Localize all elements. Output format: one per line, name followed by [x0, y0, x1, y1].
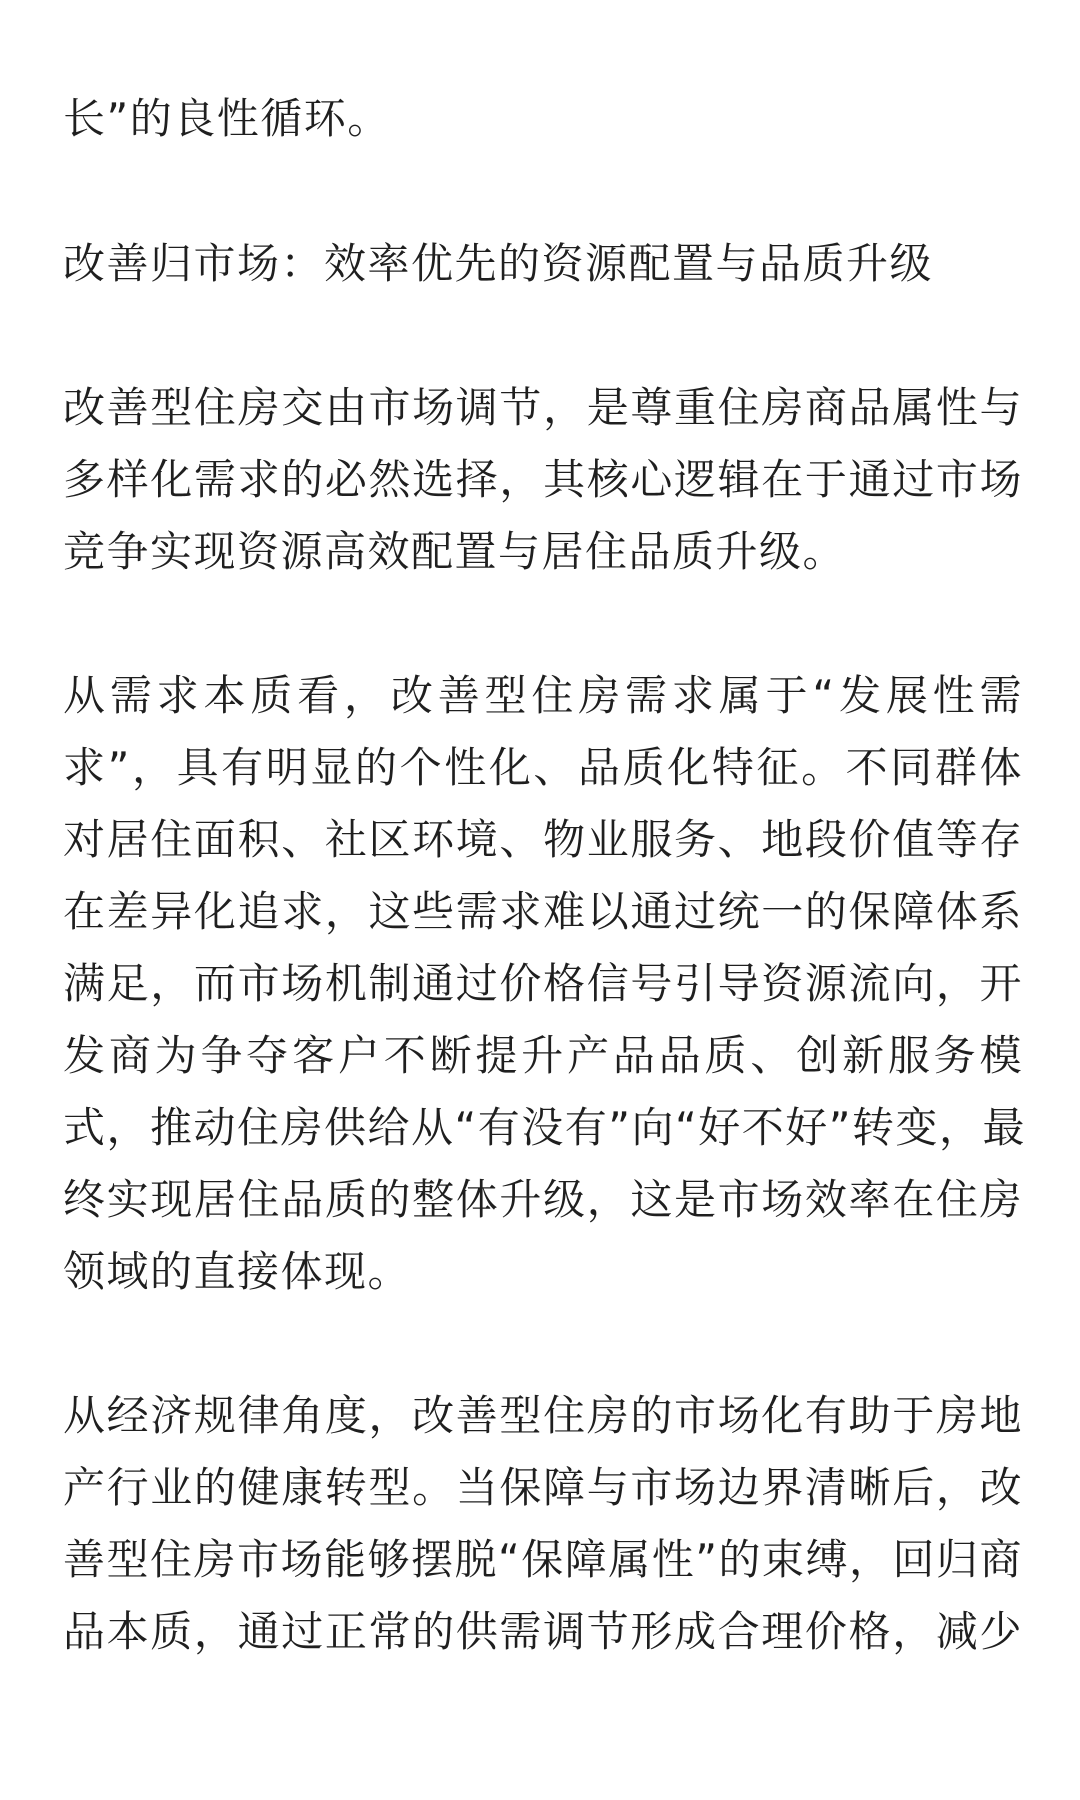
paragraph-line: 领域的直接体现。 [63, 1247, 412, 1296]
paragraph-line: 多样化需求的必然选择，其核心逻辑在于通过市场 [63, 455, 1023, 504]
paragraph-line: 式，推动住房供给从“有没有”向“好不好”转变，最 [63, 1103, 1027, 1152]
section-heading: 改善归市场：效率优先的资源配置与品质升级 [63, 239, 934, 288]
paragraph-line: 从经济规律角度，改善型住房的市场化有助于房地 [63, 1391, 1023, 1440]
paragraph-line: 改善型住房交由市场调节，是尊重住房商品属性与 [63, 383, 1023, 432]
paragraph-line: 满足，而市场机制通过价格信号引导资源流向，开 [63, 959, 1023, 1008]
paragraph-line: 产行业的健康转型。当保障与市场边界清晰后，改 [63, 1463, 1023, 1512]
paragraph-line: 对居住面积、社区环境、物业服务、地段价值等存 [63, 815, 1023, 864]
paragraph-line: 发商为争夺客户不断提升产品品质、创新服务模 [63, 1031, 1023, 1080]
paragraph-line: 在差异化追求，这些需求难以通过统一的保障体系 [63, 887, 1023, 936]
paragraph-line: 竞争实现资源高效配置与居住品质升级。 [63, 527, 847, 576]
paragraph-line: 善型住房市场能够摆脱“保障属性”的束缚，回归商 [63, 1535, 1024, 1584]
paragraph-line: 从需求本质看，改善型住房需求属于“发展性需 [63, 671, 1023, 720]
paragraph-line: 长”的良性循环。 [63, 94, 391, 143]
paragraph-line: 求”，具有明显的个性化、品质化特征。不同群体 [63, 743, 1023, 792]
paragraph-line: 终实现居住品质的整体升级，这是市场效率在住房 [63, 1175, 1023, 1224]
paragraph-line: 品本质，通过正常的供需调节形成合理价格，减少 [63, 1607, 1023, 1656]
